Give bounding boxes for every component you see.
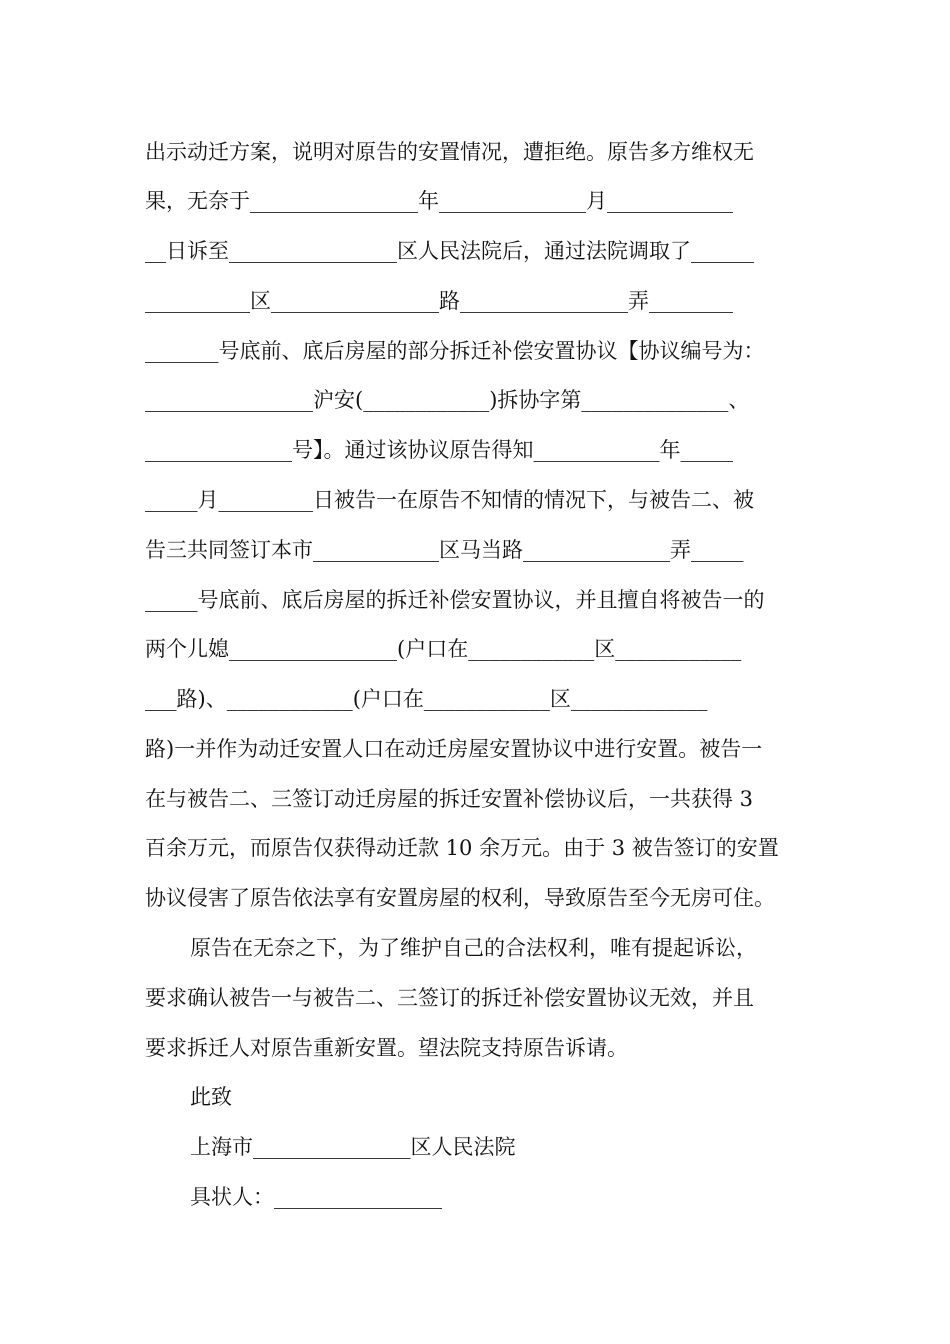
body-text-line: _______号底前、底后房屋的部分拆迁补偿安置协议【协议编号为： bbox=[145, 339, 765, 363]
body-text-line: 协议侵害了原告依法享有安置房屋的权利，导致原告至今无房可住。 bbox=[145, 886, 775, 910]
signature-line: 具状人：________________ bbox=[190, 1185, 442, 1209]
paragraph-start-line: 原告在无奈之下，为了维护自己的合法权利，唯有提起诉讼， bbox=[190, 936, 757, 960]
body-text-line: 要求确认被告一与被告二、三签订的拆迁补偿安置协议无效，并且 bbox=[145, 986, 754, 1010]
body-text-line: 要求拆迁人对原告重新安置。望法院支持原告诉请。 bbox=[145, 1036, 628, 1060]
body-text-line: __________区________________路________________弄________ bbox=[145, 289, 733, 313]
body-text-line: _____月_________日被告一在原告不知情的情况下，与被告二、被 bbox=[145, 488, 754, 512]
body-text-line: 出示动迁方案，说明对原告的安置情况，遭拒绝。原告多方维权无 bbox=[145, 140, 754, 164]
body-text-line: 果，无奈于________________年______________月____________ bbox=[145, 189, 733, 213]
body-text-line: _____号底前、底后房屋的拆迁补偿安置协议，并且擅自将被告一的 bbox=[145, 588, 765, 612]
body-text-line: ___路)、____________(户口在____________区_____________ bbox=[145, 687, 708, 711]
body-text-line: __日诉至________________区人民法院后，通过法院调取了______ bbox=[145, 239, 754, 263]
body-text-line: 百余万元，而原告仅获得动迁款 10 余万元。由于 3 被告签订的安置 bbox=[145, 836, 779, 860]
body-text-line: 告三共同签订本市____________区马当路______________弄_____ bbox=[145, 538, 744, 562]
body-text-line: 路)一并作为动迁安置人口在动迁房屋安置协议中进行安置。被告一 bbox=[145, 737, 763, 761]
body-text-line: ______________号】。通过该协议原告得知____________年_____ bbox=[145, 438, 733, 462]
body-text-line: 两个儿媳________________(户口在____________区____________ bbox=[145, 637, 742, 661]
closing-salutation: 此致 bbox=[190, 1085, 232, 1109]
body-text-line: ________________沪安(____________)拆协字第______________、 bbox=[145, 388, 750, 412]
court-recipient-line: 上海市_______________区人民法院 bbox=[190, 1135, 516, 1159]
body-text-line: 在与被告二、三签订动迁房屋的拆迁安置补偿协议后，一共获得 3 bbox=[145, 787, 754, 811]
